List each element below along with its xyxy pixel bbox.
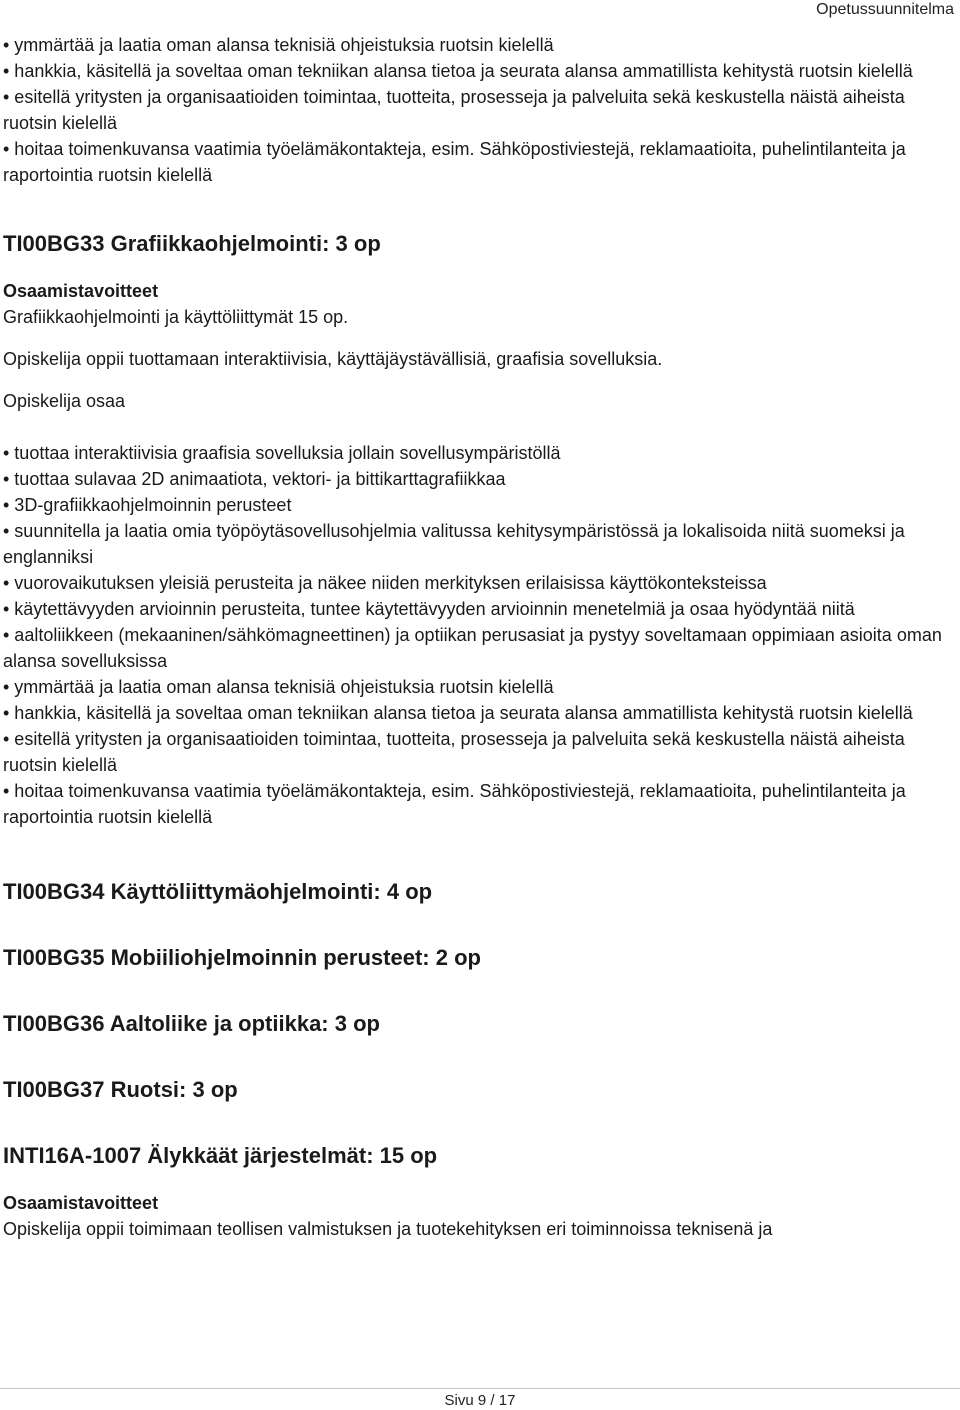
list-item: • tuottaa interaktiivisia graafisia sovelluksia jollain sovellusympäristöllä <box>3 443 561 463</box>
outcomes-label: Osaamistavoitteet <box>3 281 159 301</box>
list-item: • käytettävyyden arvioinnin perusteita, tuntee käytettävyyden arvioinnin menetelmiä ja osaa hyödyntää niitä <box>3 599 855 619</box>
list-item: • ymmärtää ja laatia oman alansa teknisiä ohjeistuksia ruotsin kielellä <box>3 35 554 55</box>
course-heading: INTI16A-1007 Älykkäät järjestelmät: 15 op <box>3 1143 438 1168</box>
list-item: • tuottaa sulavaa 2D animaatiota, vektori- ja bittikarttagrafiikkaa <box>3 469 506 489</box>
list-item: • 3D-grafiikkaohjelmoinnin perusteet <box>3 495 292 515</box>
course-heading: TI00BG36 Aaltoliike ja optiikka: 3 op <box>3 1011 380 1036</box>
course-heading: TI00BG35 Mobiiliohjelmoinnin perusteet: 2 op <box>3 945 481 970</box>
list-item: • esitellä yritysten ja organisaatioiden toimintaa, tuotteita, prosesseja ja palveluita sekä keskustella näistä aiheista ruotsin kielellä <box>3 729 905 775</box>
list-item: • ymmärtää ja laatia oman alansa teknisiä ohjeistuksia ruotsin kielellä <box>3 677 554 697</box>
course-heading: TI00BG33 Grafiikkaohjelmointi: 3 op <box>3 231 381 256</box>
list-item: • hankkia, käsitellä ja soveltaa oman tekniikan alansa tietoa ja seurata alansa ammatillista kehitystä ruotsin kielellä <box>3 703 913 723</box>
list-item: • hoitaa toimenkuvansa vaatimia työelämäkontakteja, esim. Sähköpostiviestejä, reklamaatioita, puhelintilanteita ja raportointia ruotsin kielellä <box>3 781 906 827</box>
list-item: • suunnitella ja laatia omia työpöytäsovellusohjelmia valitussa kehitysympäristössä ja lokalisoida niitä suomeksi ja englanniksi <box>3 521 905 567</box>
list-item: • vuorovaikutuksen yleisiä perusteita ja näkee niiden merkityksen erilaisissa käyttökonteksteissa <box>3 573 767 593</box>
outcomes-label: Osaamistavoitteet <box>3 1193 159 1213</box>
course-heading: TI00BG37 Ruotsi: 3 op <box>3 1077 238 1102</box>
page-number: Sivu 9 / 17 <box>444 1392 516 1409</box>
module-text: Grafiikkaohjelmointi ja käyttöliittymät 15 op. <box>3 307 349 327</box>
list-item: • hoitaa toimenkuvansa vaatimia työelämäkontakteja, esim. Sähköpostiviestejä, reklamaatioita, puhelintilanteita ja raportointia ruotsin kielellä <box>3 139 906 185</box>
intro-text: Opiskelija oppii tuottamaan interaktiivisia, käyttäjäystävällisiä, graafisia sovelluksia. <box>3 349 663 369</box>
list-item: • aaltoliikkeen (mekaaninen/sähkömagneettinen) ja optiikan perusasiat ja pystyy soveltamaan oppimiaan asioita oman alansa sovelluksissa <box>3 625 942 671</box>
can-label: Opiskelija osaa <box>3 391 126 411</box>
page-content <box>3 32 948 1242</box>
intro-text: Opiskelija oppii toimimaan teollisen valmistuksen ja tuotekehityksen eri toiminnoissa teknisenä ja <box>3 1219 773 1239</box>
list-item: • hankkia, käsitellä ja soveltaa oman tekniikan alansa tietoa ja seurata alansa ammatillista kehitystä ruotsin kielellä <box>3 61 913 81</box>
running-header: Opetussuunnitelma <box>816 1 954 18</box>
bullet-list-outcomes <box>3 440 948 830</box>
list-item: • esitellä yritysten ja organisaatioiden toimintaa, tuotteita, prosesseja ja palveluita sekä keskustella näistä aiheista ruotsin kielellä <box>3 87 905 133</box>
footer-divider <box>0 1388 960 1389</box>
course-heading: TI00BG34 Käyttöliittymäohjelmointi: 4 op <box>3 879 433 904</box>
bullet-list-top <box>3 32 948 188</box>
